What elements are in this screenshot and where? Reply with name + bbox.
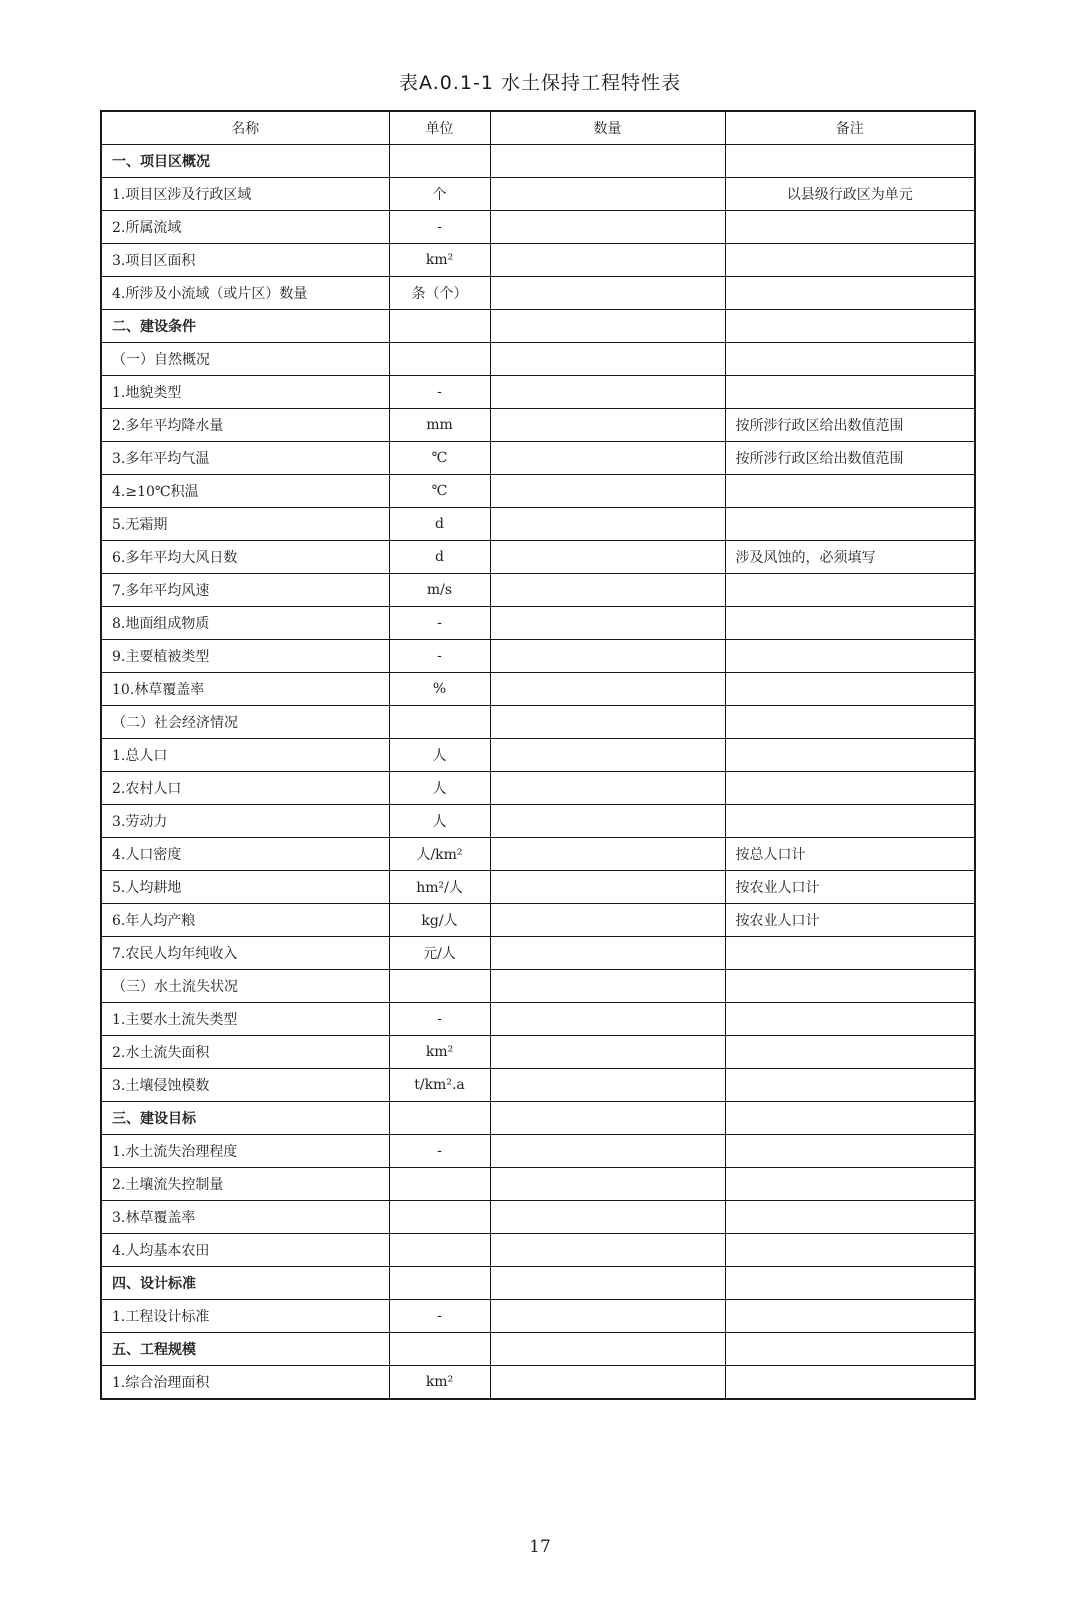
row-name-cell: 3.项目区面积	[101, 244, 389, 277]
row-quantity-cell[interactable]	[490, 937, 725, 970]
row-quantity-cell[interactable]	[490, 1366, 725, 1400]
table-row	[101, 1003, 975, 1036]
table-row	[101, 871, 975, 904]
table-row	[101, 1366, 975, 1400]
row-note-cell	[725, 244, 975, 277]
row-quantity-cell[interactable]	[490, 178, 725, 211]
characteristics-table	[100, 110, 976, 1400]
row-quantity-cell[interactable]	[490, 1135, 725, 1168]
row-note-cell	[725, 475, 975, 508]
row-name-cell: 4.人口密度	[101, 838, 389, 871]
row-note-cell	[725, 1135, 975, 1168]
row-note-cell	[725, 937, 975, 970]
row-unit-cell: 人/km²	[389, 838, 490, 871]
row-quantity-cell[interactable]	[490, 607, 725, 640]
row-name-cell: 4.人均基本农田	[101, 1234, 389, 1267]
table-row	[101, 838, 975, 871]
row-quantity-cell[interactable]	[490, 376, 725, 409]
row-note-cell	[725, 739, 975, 772]
row-name-cell: 一、项目区概况	[101, 145, 389, 178]
row-unit-cell: t/km².a	[389, 1069, 490, 1102]
row-unit-cell: -	[389, 376, 490, 409]
row-unit-cell	[389, 1102, 490, 1135]
row-unit-cell: -	[389, 1003, 490, 1036]
row-name-cell: 3.多年平均气温	[101, 442, 389, 475]
row-quantity-cell[interactable]	[490, 640, 725, 673]
row-note-cell	[725, 706, 975, 739]
row-quantity-cell[interactable]	[490, 1168, 725, 1201]
row-unit-cell: kg/人	[389, 904, 490, 937]
table-row	[101, 970, 975, 1003]
row-quantity-cell[interactable]	[490, 706, 725, 739]
row-note-cell	[725, 310, 975, 343]
row-name-cell: 10.林草覆盖率	[101, 673, 389, 706]
row-quantity-cell[interactable]	[490, 1069, 725, 1102]
row-quantity-cell[interactable]	[490, 574, 725, 607]
row-name-cell: 6.多年平均大风日数	[101, 541, 389, 574]
row-note-cell: 按农业人口计	[725, 904, 975, 937]
table-row	[101, 1036, 975, 1069]
row-unit-cell: 条（个）	[389, 277, 490, 310]
row-note-cell: 涉及风蚀的，必须填写	[725, 541, 975, 574]
row-name-cell: 二、建设条件	[101, 310, 389, 343]
row-unit-cell: km²	[389, 1036, 490, 1069]
row-quantity-cell[interactable]	[490, 805, 725, 838]
table-row	[101, 739, 975, 772]
row-quantity-cell[interactable]	[490, 541, 725, 574]
row-quantity-cell[interactable]	[490, 1102, 725, 1135]
table-row	[101, 1234, 975, 1267]
row-unit-cell: -	[389, 640, 490, 673]
row-name-cell: 三、建设目标	[101, 1102, 389, 1135]
table-row	[101, 607, 975, 640]
table-row	[101, 1168, 975, 1201]
row-note-cell: 按所涉行政区给出数值范围	[725, 409, 975, 442]
row-unit-cell	[389, 970, 490, 1003]
table-row	[101, 640, 975, 673]
row-name-cell: 3.林草覆盖率	[101, 1201, 389, 1234]
row-name-cell: 2.多年平均降水量	[101, 409, 389, 442]
row-unit-cell: -	[389, 1300, 490, 1333]
row-note-cell	[725, 673, 975, 706]
row-name-cell: 1.地貌类型	[101, 376, 389, 409]
row-quantity-cell[interactable]	[490, 1003, 725, 1036]
table-body	[101, 145, 975, 1400]
row-quantity-cell[interactable]	[490, 1201, 725, 1234]
table-row	[101, 805, 975, 838]
row-quantity-cell[interactable]	[490, 343, 725, 376]
row-unit-cell	[389, 706, 490, 739]
row-quantity-cell[interactable]	[490, 145, 725, 178]
row-name-cell: 9.主要植被类型	[101, 640, 389, 673]
row-quantity-cell[interactable]	[490, 1300, 725, 1333]
row-name-cell: （一）自然概况	[101, 343, 389, 376]
row-note-cell	[725, 1300, 975, 1333]
table-row	[101, 1333, 975, 1366]
table-row	[101, 442, 975, 475]
row-note-cell	[725, 277, 975, 310]
row-unit-cell: -	[389, 607, 490, 640]
table-row	[101, 1300, 975, 1333]
table-row	[101, 937, 975, 970]
header-unit: 单位	[389, 111, 490, 145]
row-unit-cell	[389, 343, 490, 376]
table-row	[101, 541, 975, 574]
row-name-cell: （二）社会经济情况	[101, 706, 389, 739]
table-row	[101, 376, 975, 409]
table-row	[101, 904, 975, 937]
row-quantity-cell[interactable]	[490, 673, 725, 706]
table-row	[101, 1201, 975, 1234]
row-name-cell: 2.所属流域	[101, 211, 389, 244]
table-row	[101, 772, 975, 805]
table-row	[101, 574, 975, 607]
row-note-cell	[725, 376, 975, 409]
row-quantity-cell[interactable]	[490, 244, 725, 277]
row-unit-cell: 人	[389, 805, 490, 838]
row-quantity-cell[interactable]	[490, 904, 725, 937]
row-unit-cell	[389, 1234, 490, 1267]
row-unit-cell: ℃	[389, 442, 490, 475]
row-note-cell	[725, 508, 975, 541]
row-name-cell: 8.地面组成物质	[101, 607, 389, 640]
row-name-cell: 1.综合治理面积	[101, 1366, 389, 1400]
row-name-cell: （三）水土流失状况	[101, 970, 389, 1003]
row-note-cell	[725, 805, 975, 838]
row-quantity-cell[interactable]	[490, 409, 725, 442]
row-note-cell	[725, 970, 975, 1003]
row-unit-cell: 个	[389, 178, 490, 211]
row-name-cell: 4.所涉及小流域（或片区）数量	[101, 277, 389, 310]
table-row	[101, 178, 975, 211]
row-name-cell: 1.工程设计标准	[101, 1300, 389, 1333]
row-name-cell: 2.农村人口	[101, 772, 389, 805]
row-unit-cell: km²	[389, 1366, 490, 1400]
row-name-cell: 2.水土流失面积	[101, 1036, 389, 1069]
row-unit-cell: 元/人	[389, 937, 490, 970]
row-note-cell: 按所涉行政区给出数值范围	[725, 442, 975, 475]
row-quantity-cell[interactable]	[490, 970, 725, 1003]
page-number: 17	[529, 1537, 551, 1557]
row-unit-cell: 人	[389, 739, 490, 772]
row-unit-cell: d	[389, 541, 490, 574]
row-note-cell: 按农业人口计	[725, 871, 975, 904]
row-note-cell	[725, 211, 975, 244]
table-row	[101, 409, 975, 442]
row-note-cell	[725, 1036, 975, 1069]
row-note-cell	[725, 1168, 975, 1201]
table-row	[101, 145, 975, 178]
row-name-cell: 2.土壤流失控制量	[101, 1168, 389, 1201]
row-quantity-cell[interactable]	[490, 871, 725, 904]
row-unit-cell: mm	[389, 409, 490, 442]
table-row	[101, 343, 975, 376]
table-row	[101, 244, 975, 277]
row-name-cell: 4.≥10℃积温	[101, 475, 389, 508]
row-note-cell	[725, 1069, 975, 1102]
row-name-cell: 7.多年平均风速	[101, 574, 389, 607]
row-quantity-cell[interactable]	[490, 1333, 725, 1366]
row-note-cell	[725, 772, 975, 805]
table-row	[101, 1135, 975, 1168]
row-unit-cell	[389, 1168, 490, 1201]
row-name-cell: 3.土壤侵蚀模数	[101, 1069, 389, 1102]
row-name-cell: 1.水土流失治理程度	[101, 1135, 389, 1168]
row-unit-cell: km²	[389, 244, 490, 277]
table-row	[101, 475, 975, 508]
row-name-cell: 1.主要水土流失类型	[101, 1003, 389, 1036]
row-quantity-cell[interactable]	[490, 739, 725, 772]
row-quantity-cell[interactable]	[490, 1267, 725, 1300]
row-name-cell: 1.总人口	[101, 739, 389, 772]
row-unit-cell: d	[389, 508, 490, 541]
table-row	[101, 508, 975, 541]
row-unit-cell: hm²/人	[389, 871, 490, 904]
row-quantity-cell[interactable]	[490, 277, 725, 310]
row-note-cell	[725, 145, 975, 178]
row-name-cell: 四、设计标准	[101, 1267, 389, 1300]
row-note-cell	[725, 1003, 975, 1036]
table-row	[101, 1267, 975, 1300]
row-quantity-cell[interactable]	[490, 475, 725, 508]
row-note-cell: 以县级行政区为单元	[725, 178, 975, 211]
row-unit-cell	[389, 1201, 490, 1234]
table-row	[101, 1102, 975, 1135]
row-name-cell: 1.项目区涉及行政区域	[101, 178, 389, 211]
row-quantity-cell[interactable]	[490, 1036, 725, 1069]
row-note-cell: 按总人口计	[725, 838, 975, 871]
row-note-cell	[725, 1366, 975, 1400]
row-note-cell	[725, 574, 975, 607]
table-row	[101, 277, 975, 310]
row-unit-cell: -	[389, 211, 490, 244]
row-unit-cell: -	[389, 1135, 490, 1168]
row-note-cell	[725, 1234, 975, 1267]
row-quantity-cell[interactable]	[490, 310, 725, 343]
header-name: 名称	[101, 111, 389, 145]
row-quantity-cell[interactable]	[490, 508, 725, 541]
table-row	[101, 1069, 975, 1102]
row-quantity-cell[interactable]	[490, 211, 725, 244]
row-note-cell	[725, 1102, 975, 1135]
table-row	[101, 673, 975, 706]
row-note-cell	[725, 343, 975, 376]
row-name-cell: 5.无霜期	[101, 508, 389, 541]
row-name-cell: 6.年人均产粮	[101, 904, 389, 937]
header-quantity: 数量	[490, 111, 725, 145]
row-quantity-cell[interactable]	[490, 838, 725, 871]
row-note-cell	[725, 607, 975, 640]
row-unit-cell	[389, 1267, 490, 1300]
row-name-cell: 3.劳动力	[101, 805, 389, 838]
table-row	[101, 310, 975, 343]
table-header-row	[101, 111, 975, 145]
table-row	[101, 211, 975, 244]
table-title: 表A.0.1-1 水土保持工程特性表	[399, 72, 681, 94]
row-note-cell	[725, 1267, 975, 1300]
row-note-cell	[725, 640, 975, 673]
header-note: 备注	[725, 111, 975, 145]
row-name-cell: 5.人均耕地	[101, 871, 389, 904]
row-unit-cell: m/s	[389, 574, 490, 607]
row-unit-cell: %	[389, 673, 490, 706]
row-note-cell	[725, 1333, 975, 1366]
row-quantity-cell[interactable]	[490, 772, 725, 805]
row-name-cell: 7.农民人均年纯收入	[101, 937, 389, 970]
row-unit-cell: 人	[389, 772, 490, 805]
table-row	[101, 706, 975, 739]
row-unit-cell: ℃	[389, 475, 490, 508]
row-quantity-cell[interactable]	[490, 442, 725, 475]
row-unit-cell	[389, 310, 490, 343]
row-name-cell: 五、工程规模	[101, 1333, 389, 1366]
row-unit-cell	[389, 1333, 490, 1366]
row-unit-cell	[389, 145, 490, 178]
row-quantity-cell[interactable]	[490, 1234, 725, 1267]
row-note-cell	[725, 1201, 975, 1234]
